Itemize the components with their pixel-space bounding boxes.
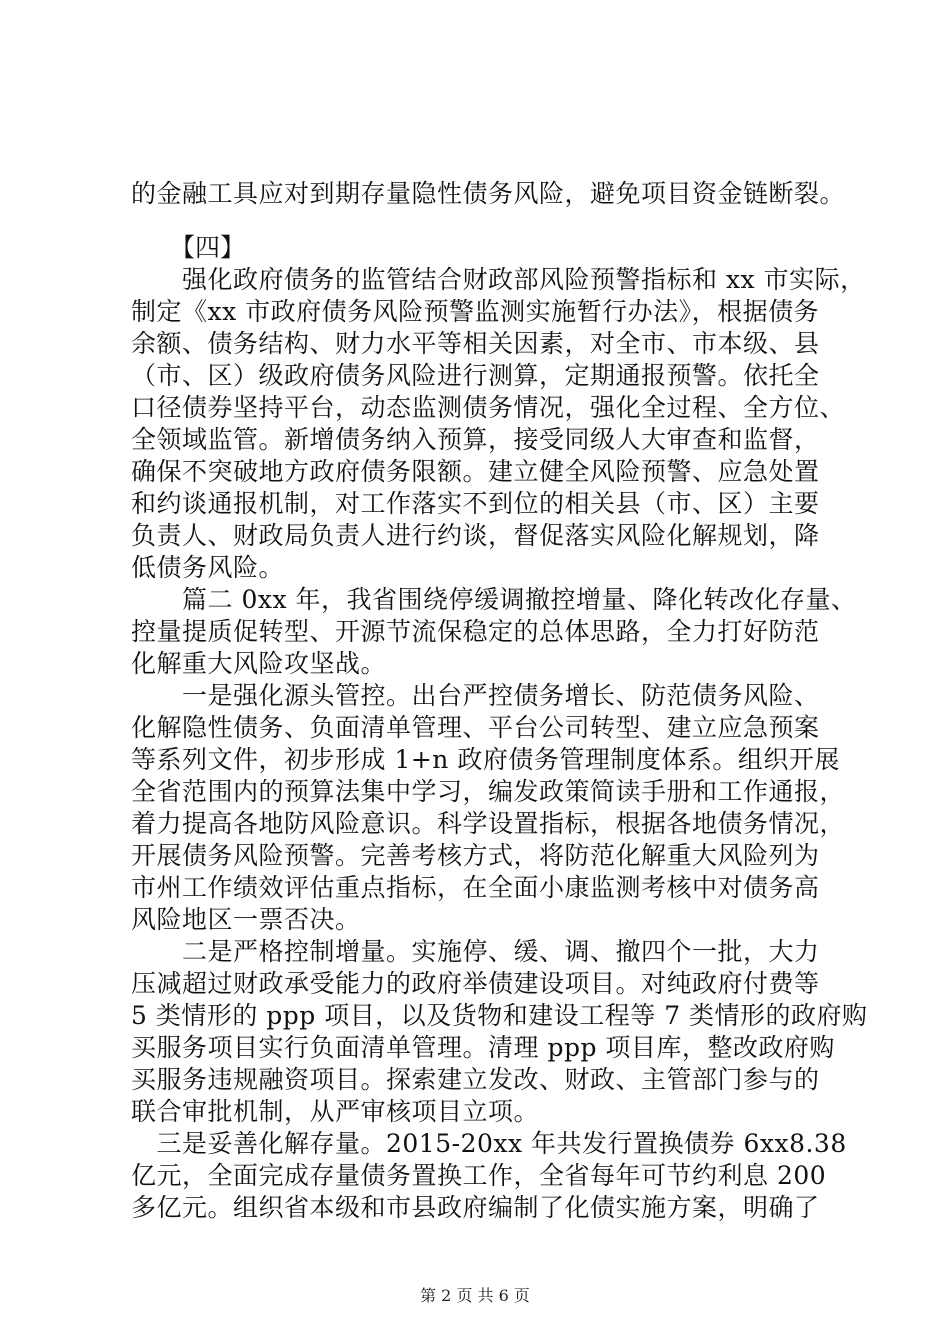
text-line: 一是强化源头管控。出台严控债务增长、防范债务风险、: [131, 681, 820, 710]
text-line: 强化政府债务的监管结合财政部风险预警指标和 xx 市实际，: [131, 265, 866, 294]
text-line: 和约谈通报机制，对工作落实不到位的相关县（市、区）主要: [131, 489, 820, 518]
section-heading: 【四】: [170, 233, 246, 262]
text-line: 5 类情形的 ppp 项目，以及货物和建设工程等 7 类情形的政府购: [131, 1001, 868, 1030]
text-line: 确保不突破地方政府债务限额。建立健全风险预警、应急处置: [131, 457, 820, 486]
text-line: 化解重大风险攻坚战。: [131, 649, 387, 678]
text-line: （市、区）级政府债务风险进行测算，定期通报预警。依托全: [131, 361, 820, 390]
text-line: 开展债务风险预警。完善考核方式，将防范化解重大风险列为: [131, 841, 820, 870]
text-line: 亿元，全面完成存量债务置换工作，全省每年可节约利息 200: [131, 1161, 827, 1190]
text-line: 口径债券坚持平台，动态监测债务情况，强化全过程、全方位、: [131, 393, 846, 422]
text-line: 买服务项目实行负面清单管理。清理 ppp 项目库，整改政府购: [131, 1033, 835, 1062]
text-line: 三是妥善化解存量。2015-20xx 年共发行置换债券 6xx8.38: [131, 1129, 847, 1158]
text-line: 压减超过财政承受能力的政府举债建设项目。对纯政府付费等: [131, 969, 820, 998]
text-line: 低债务风险。: [131, 553, 285, 582]
text-line: 的金融工具应对到期存量隐性债务风险，避免项目资金链断裂。: [131, 179, 846, 208]
page-number-footer: 第 2 页 共 6 页: [420, 1286, 530, 1305]
text-line: 控量提质促转型、开源节流保稳定的总体思路，全力打好防范: [131, 617, 820, 646]
text-line: 多亿元。组织省本级和市县政府编制了化债实施方案，明确了: [131, 1193, 820, 1222]
text-line: 买服务违规融资项目。探索建立发改、财政、主管部门参与的: [131, 1065, 820, 1094]
text-line: 全领域监管。新增债务纳入预算，接受同级人大审查和监督，: [131, 425, 820, 454]
text-line: 制定《xx 市政府债务风险预警监测实施暂行办法》，根据债务: [131, 297, 820, 326]
text-line: 市州工作绩效评估重点指标，在全面小康监测考核中对债务高: [131, 873, 820, 902]
text-line: 着力提高各地防风险意识。科学设置指标，根据各地债务情况，: [131, 809, 846, 838]
text-line: 余额、债务结构、财力水平等相关因素，对全市、市本级、县: [131, 329, 820, 358]
text-line: 负责人、财政局负责人进行约谈，督促落实风险化解规划，降: [131, 521, 820, 550]
text-line: 二是严格控制增量。实施停、缓、调、撤四个一批，大力: [131, 937, 820, 966]
text-line: 风险地区一票否决。: [131, 905, 361, 934]
text-line: 联合审批机制，从严审核项目立项。: [131, 1097, 540, 1126]
text-line: 全省范围内的预算法集中学习，编发政策简读手册和工作通报，: [131, 777, 846, 806]
text-line: 等系列文件，初步形成 1+n 政府债务管理制度体系。组织开展: [131, 745, 840, 774]
text-line: 化解隐性债务、负面清单管理、平台公司转型、建立应急预案: [131, 713, 820, 742]
text-line: 篇二 0xx 年，我省围绕停缓调撤控增量、降化转改化存量、: [131, 585, 857, 614]
